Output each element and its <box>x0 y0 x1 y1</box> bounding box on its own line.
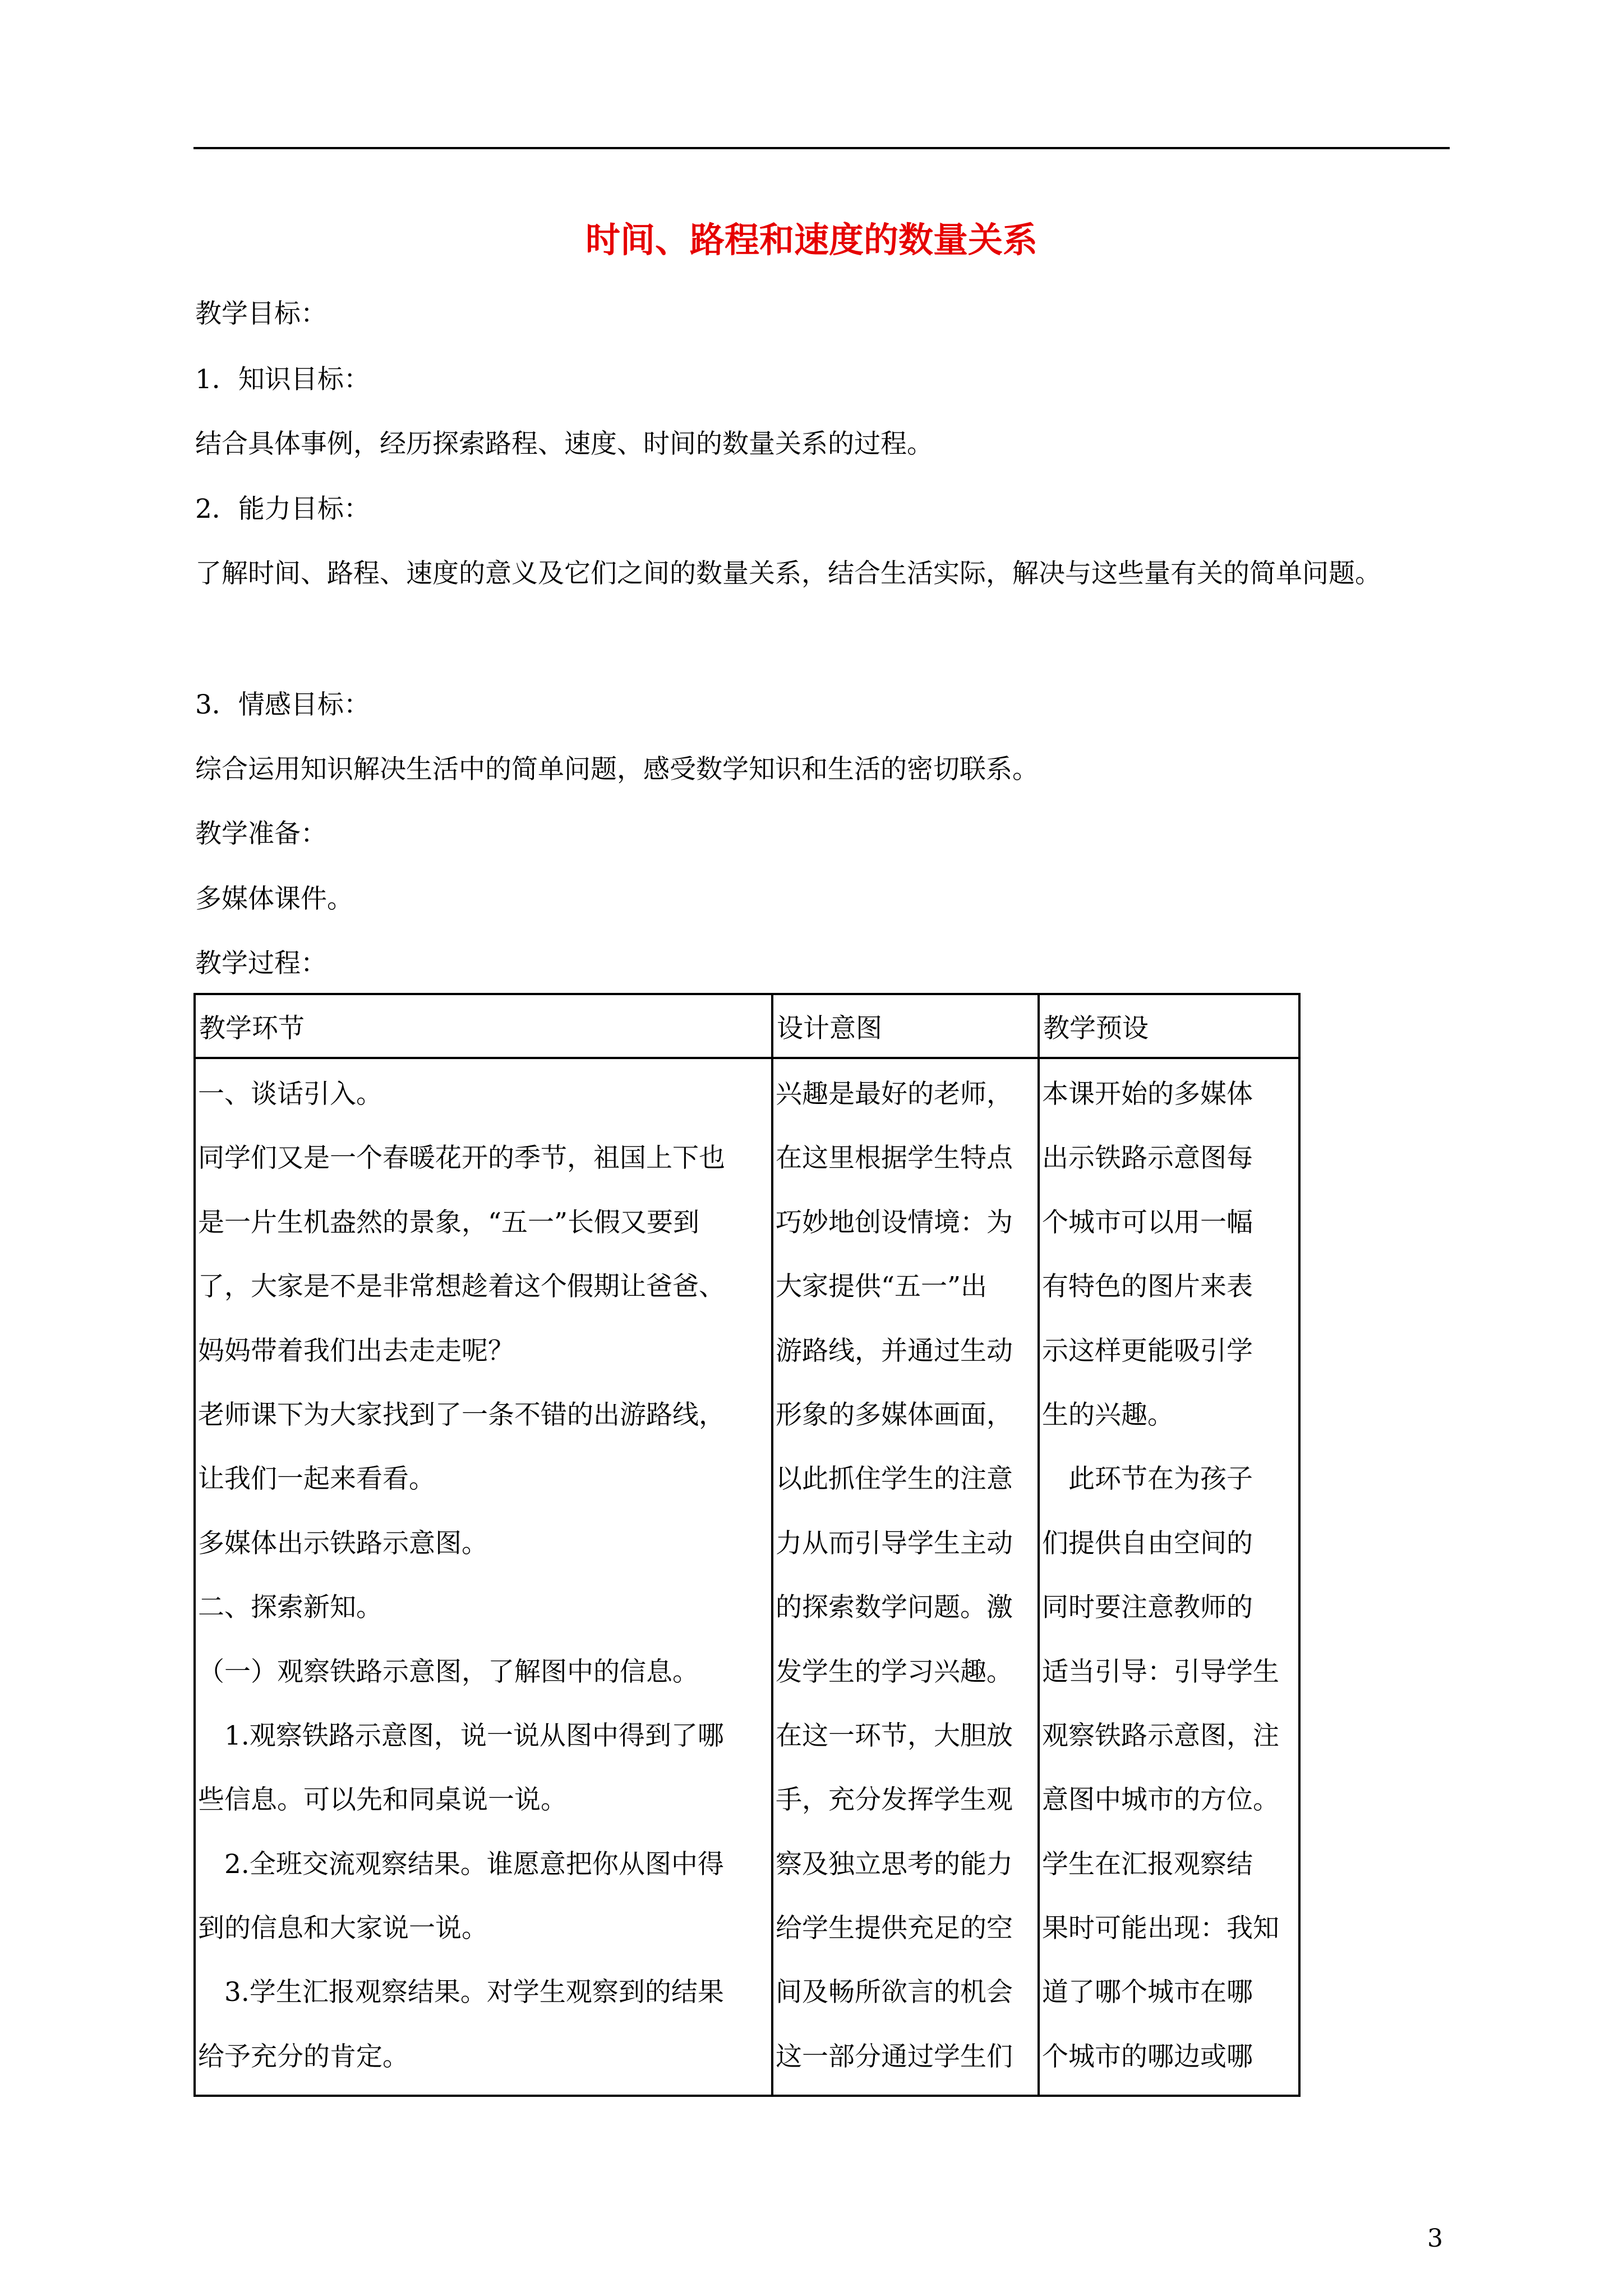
cell-text-line: 示这样更能吸引学 <box>1042 1335 1253 1366</box>
cell-text-line: 生的兴趣。 <box>1042 1399 1174 1430</box>
emotion-goal-heading: 3．情感目标： <box>195 689 370 720</box>
cell-text-line: 观察铁路示意图，注 <box>1042 1720 1279 1751</box>
cell-text-line: 些信息。可以先和同桌说一说。 <box>198 1784 567 1816</box>
cell-text-line: 这一部分通过学生们 <box>776 2041 1013 2072</box>
cell-text-line: 给学生提供充足的空 <box>776 1913 1013 1944</box>
cell-text-line: 给予充分的肯定。 <box>198 2041 409 2072</box>
cell-text-line: 妈妈带着我们出去走走呢？ <box>198 1335 514 1366</box>
header-rule <box>193 147 1450 149</box>
cell-text-line: 大家提供“五一”出 <box>776 1271 988 1303</box>
cell-text-line: 间及畅所欲言的机会 <box>776 1977 1013 2008</box>
cell-text-line: 同学们又是一个春暖花开的季节，祖国上下也 <box>198 1143 725 1174</box>
cell-text-line: 手，充分发挥学生观 <box>776 1784 1013 1816</box>
cell-text-line: 力从而引导学生主动 <box>776 1527 1013 1559</box>
cell-text-line: 意图中城市的方位。 <box>1042 1784 1279 1816</box>
cell-text-line: 本课开始的多媒体 <box>1042 1079 1253 1110</box>
cell-text-line: 了，大家是不是非常想趁着这个假期让爸爸、 <box>198 1271 725 1303</box>
teaching-process-table <box>193 993 1301 2097</box>
cell-text-line: 察及独立思考的能力 <box>776 1848 1013 1880</box>
cell-text-line: 一、谈话引入。 <box>198 1079 382 1110</box>
cell-text-line: 此环节在为孩子 <box>1042 1464 1253 1495</box>
process-heading: 教学过程： <box>195 948 327 979</box>
cell-text-line: 在这里根据学生特点 <box>776 1143 1013 1174</box>
cell-text-line: 到的信息和大家说一说。 <box>198 1913 488 1944</box>
cell-text-line: 道了哪个城市在哪 <box>1042 1977 1253 2008</box>
table-header-row <box>195 994 1299 1058</box>
cell-text-line: 在这一环节，大胆放 <box>776 1720 1013 1751</box>
cell-text-line: 1.观察铁路示意图，说一说从图中得到了哪 <box>198 1720 724 1751</box>
table-row <box>195 1058 1299 2096</box>
ability-goal-heading: 2．能力目标： <box>195 494 370 524</box>
cell-text-line: 3.学生汇报观察结果。对学生观察到的结果 <box>198 1977 724 2008</box>
cell-text-line: 兴趣是最好的老师， <box>776 1079 1013 1110</box>
teaching-goals-heading: 教学目标： <box>195 298 327 329</box>
stage-cell <box>195 1058 772 2096</box>
intent-lines <box>773 1059 1038 2089</box>
cell-text-line: 同时要注意教师的 <box>1042 1592 1253 1623</box>
intent-cell <box>772 1058 1039 2096</box>
cell-text-line: 果时可能出现：我知 <box>1042 1913 1279 1944</box>
cell-text-line: 出示铁路示意图每 <box>1042 1143 1253 1174</box>
cell-text-line: 是一片生机盎然的景象，“五一”长假又要到 <box>198 1207 700 1238</box>
cell-text-line: 个城市的哪边或哪 <box>1042 2041 1253 2072</box>
cell-text-line: 适当引导：引导学生 <box>1042 1656 1279 1687</box>
header-cell-preset: 教学预设 <box>1039 994 1299 1058</box>
cell-text-line: 形象的多媒体画面， <box>776 1399 1013 1430</box>
document-title: 时间、路程和速度的数量关系 <box>585 219 1038 260</box>
cell-text-line: 们提供自由空间的 <box>1042 1527 1253 1559</box>
cell-text-line: 以此抓住学生的注意 <box>776 1464 1013 1495</box>
preset-lines <box>1040 1059 1298 2089</box>
cell-text-line: 巧妙地创设情境：为 <box>776 1207 1013 1238</box>
header-cell-stage: 教学环节 <box>195 994 772 1058</box>
cell-text-line: 学生在汇报观察结 <box>1042 1848 1253 1880</box>
cell-text-line: （一）观察铁路示意图，了解图中的信息。 <box>198 1656 699 1687</box>
knowledge-goal-heading: 1．知识目标： <box>195 364 370 395</box>
cell-text-line: 2.全班交流观察结果。谁愿意把你从图中得 <box>198 1848 724 1880</box>
stage-lines <box>196 1059 771 2089</box>
cell-text-line: 让我们一起来看看。 <box>198 1464 435 1495</box>
cell-text-line: 的探索数学问题。激 <box>776 1592 1013 1623</box>
cell-text-line: 二、探索新知。 <box>198 1592 382 1623</box>
cell-text-line: 发学生的学习兴趣。 <box>776 1656 1013 1687</box>
cell-text-line: 个城市可以用一幅 <box>1042 1207 1253 1238</box>
cell-text-line: 游路线，并通过生动 <box>776 1335 1013 1366</box>
emotion-goal-text: 综合运用知识解决生活中的简单问题，感受数学知识和生活的密切联系。 <box>195 754 1039 785</box>
preset-cell <box>1039 1058 1299 2096</box>
preparation-heading: 教学准备： <box>195 818 327 849</box>
page-number: 3 <box>1427 2224 1443 2253</box>
knowledge-goal-text: 结合具体事例，经历探索路程、速度、时间的数量关系的过程。 <box>195 429 933 459</box>
cell-text-line: 多媒体出示铁路示意图。 <box>198 1527 488 1559</box>
preparation-text: 多媒体课件。 <box>195 884 353 914</box>
ability-goal-text: 了解时间、路程、速度的意义及它们之间的数量关系，结合生活实际，解决与这些量有关的简单问题。 <box>195 558 1381 589</box>
cell-text-line: 老师课下为大家找到了一条不错的出游路线， <box>198 1399 725 1430</box>
cell-text-line: 有特色的图片来表 <box>1042 1271 1253 1303</box>
header-cell-intent: 设计意图 <box>772 994 1039 1058</box>
